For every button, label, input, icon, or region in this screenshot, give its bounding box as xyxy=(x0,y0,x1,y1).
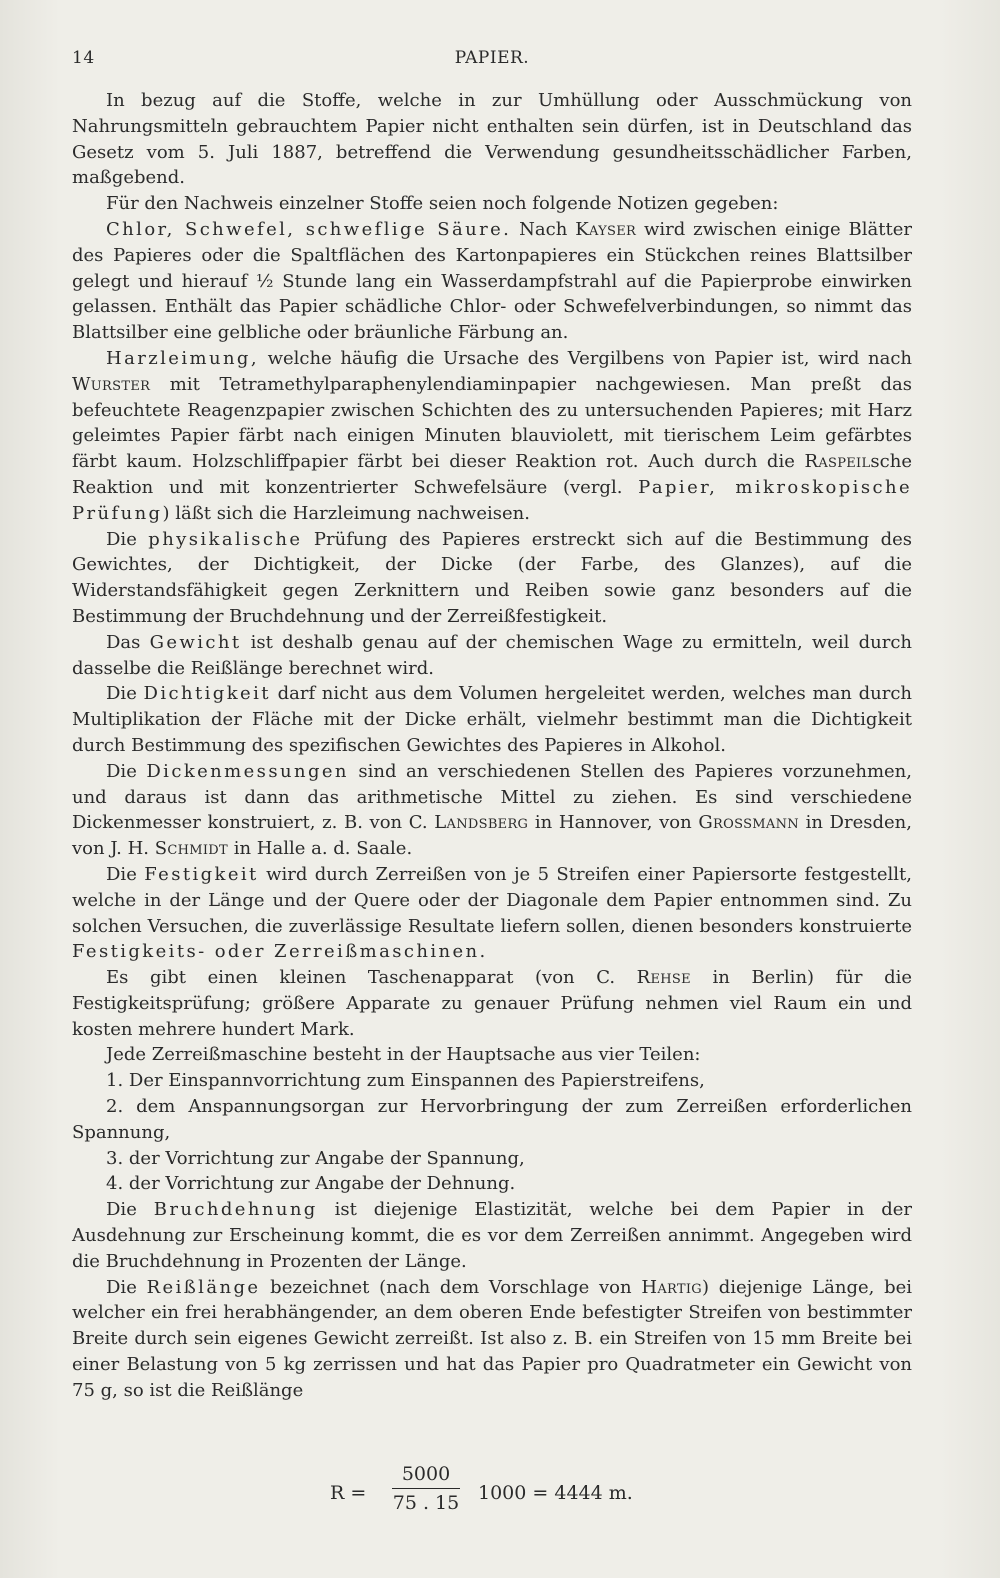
lead-term: Chlor, Schwefel, schweflige Säure. xyxy=(106,218,512,240)
paragraph-4: Harzleimung, welche häufig die Ursache des Vergilbens von Papier ist, wird nach Wurster mit Tetramethylparaphenylendiaminpapier nachgewiesen. Man preßt das befeuchtete Reagenzpapier zwischen Schichten des zu untersuchenden Papieres; mit Harz geleimtes Papier färbt nach einigen Minuten blauviolett, mit tierischem Leim gefärbtes färbt kaum. Holzschliffpapier färbt bei dieser Reaktion rot. Auch durch die Raspeilsche Reaktion und mit konzentrierter Schwefelsäure (vergl. Papier, mikroskopische Prüfung) läßt sich die Harzleimung nachweisen. xyxy=(72,347,913,524)
author-name: Landsberg xyxy=(434,812,529,834)
author-name: Wurster xyxy=(72,373,151,395)
fraction-numerator: 5000 xyxy=(401,1463,451,1485)
paragraph-9: Die Festigkeit wird durch Zerreißen von je 5 Streifen einer Papiersorte festgestellt, welche in der Länge und der Quere oder der Diagonale dem Papier entnommen sind. Zu solchen Versuchen, die zuverlässige Resultate liefern sollen, dienen besonders konstruierte Festigkeits- oder Zerreißmaschinen. xyxy=(72,863,912,963)
paragraph-12: Die Bruchdehnung ist diejenige Elastizität, welche bei dem Papier in der Ausdehnung zur Erscheinung kommt, die es vor dem Zerreißen annimmt. Angegeben wird die Bruchdehnung in Prozenten der Länge. xyxy=(72,1199,912,1272)
paragraph-5: Die physikalische Prüfung des Papieres erstreckt sich auf die Bestimmung des Gewichtes, der Dichtigkeit, der Dicke (der Farbe, des Glanzes), auf die Widerstandsfähigkeit gegen Zerknittern und Reiben sowie ganz besonders auf die Bestimmung der Bruchdehnung und der Zerreißfestigkeit. xyxy=(72,528,912,627)
lead-term: Harzleimung, xyxy=(106,347,259,369)
paragraph-6: Das Gewicht ist deshalb genau auf der chemischen Wage zu ermitteln, weil durch dasselbe die Reißlänge berechnet wird. xyxy=(72,631,912,679)
fraction-denominator: 75 . 15 xyxy=(392,1492,460,1514)
lead-term: Dickenmessungen xyxy=(146,760,349,782)
author-name: Schmidt xyxy=(154,838,228,860)
cross-reference: Papier, mikroskopische Prüfung xyxy=(72,476,913,524)
author-name: Rehse xyxy=(636,967,691,989)
page-header xyxy=(72,44,912,74)
paragraph-11: Jede Zerreißmaschine besteht in der Hauptsache aus vier Teilen: xyxy=(106,1044,701,1066)
lead-term: physikalische xyxy=(148,528,303,550)
paragraph-13: Die Reißlänge bezeichnet (nach dem Vorschlage von Hartig) diejenige Länge, bei welcher ein frei herabhängender, an dem oberen Ende befestigter Streifen von bestimmter Breite durch sein eigenes Gewicht zerreißt. Ist also z. B. ein Streifen von 15 mm Breite bei einer Belastung von 5 kg zerrissen und hat das Papier pro Quadratmeter ein Gewicht von 75 g, so ist die Reißlänge xyxy=(72,1276,913,1401)
author-name: Raspeil xyxy=(804,451,871,473)
equation-fraction xyxy=(392,1460,460,1517)
author-name: Hartig xyxy=(641,1276,702,1298)
list-item: 3. der Vorrichtung zur Angabe der Spannung, xyxy=(106,1147,525,1169)
paragraph-2: Für den Nachweis einzelner Stoffe seien noch folgende Notizen gegeben: xyxy=(106,193,779,215)
paragraph-7: Die Dichtigkeit darf nicht aus dem Volumen hergeleitet werden, welches man durch Multiplikation der Fläche mit der Dicke erhält, vielmehr bestimmt man die Dichtigkeit durch Bestimmung des spezifischen Gewichtes des Papieres in Alkohol. xyxy=(72,683,912,756)
page-body xyxy=(72,88,912,1404)
equation-rhs: 1000 = 4444 m. xyxy=(478,1482,633,1504)
lead-term: Reißlänge xyxy=(146,1276,261,1298)
list-item: 1. Der Einspannvorrichtung zum Einspannen des Papierstreifens, xyxy=(106,1070,705,1092)
author-name: Grossmann xyxy=(698,812,799,834)
author-name: Kayser xyxy=(575,218,637,240)
lead-term: Bruchdehnung xyxy=(153,1199,318,1221)
list-item: 4. der Vorrichtung zur Angabe der Dehnung. xyxy=(106,1173,516,1195)
paragraph-1: In bezug auf die Stoffe, welche in zur Umhüllung oder Ausschmückung von Nahrungsmitteln gebrauchtem Papier nicht enthalten sein dürfen, ist in Deutschland das Gesetz vom 5. Juli 1887, betreffend die Verwendung gesundheitsschädlicher Farben, maßgebend. xyxy=(72,90,912,189)
page-number: 14 xyxy=(72,48,95,68)
spaced-term: Festigkeits- oder Zerreißmaschinen xyxy=(72,941,480,963)
equation-lhs: R = xyxy=(330,1482,367,1504)
paragraph-8: Die Dickenmessungen sind an verschiedenen Stellen des Papieres vorzunehmen, und daraus ist dann das arithmetische Mittel zu ziehen. Es sind verschiedene Dickenmesser konstruiert, z. B. von C. Landsberg in Hannover, von Grossmann in Dresden, von J. H. Schmidt in Halle a. d. Saale. xyxy=(72,760,913,860)
lead-term: Dichtigkeit xyxy=(143,683,271,705)
paragraph-10: Es gibt einen kleinen Taschenapparat (von C. Rehse in Berlin) für die Festigkeitsprüfung; größere Apparate zu genauer Prüfung nehmen viel Raum ein und kosten mehrere hundert Mark. xyxy=(72,967,912,1040)
lead-term: Festigkeit xyxy=(144,863,259,885)
list-item: 2. dem Anspannungsorgan zur Hervorbringung der zum Zerreißen erforderlichen Spannung, xyxy=(72,1096,912,1143)
lead-term: Gewicht xyxy=(149,631,242,653)
running-head: PAPIER. xyxy=(454,48,530,68)
reisslaenge-equation xyxy=(0,1460,1000,1524)
paragraph-3: Chlor, Schwefel, schweflige Säure. Nach Kayser wird zwischen einige Blätter des Papieres oder die Spaltflächen des Kartonpapieres ein Stückchen reines Blattsilber gelegt und hierauf ½ Stunde lang ein Wasserdampfstrahl auf die Papierprobe einwirken gelassen. Enthält das Papier schädliche Chlor- oder Schwefelverbindungen, so nimmt das Blattsilber eine gelbliche oder bräunliche Färbung an. xyxy=(72,218,912,344)
